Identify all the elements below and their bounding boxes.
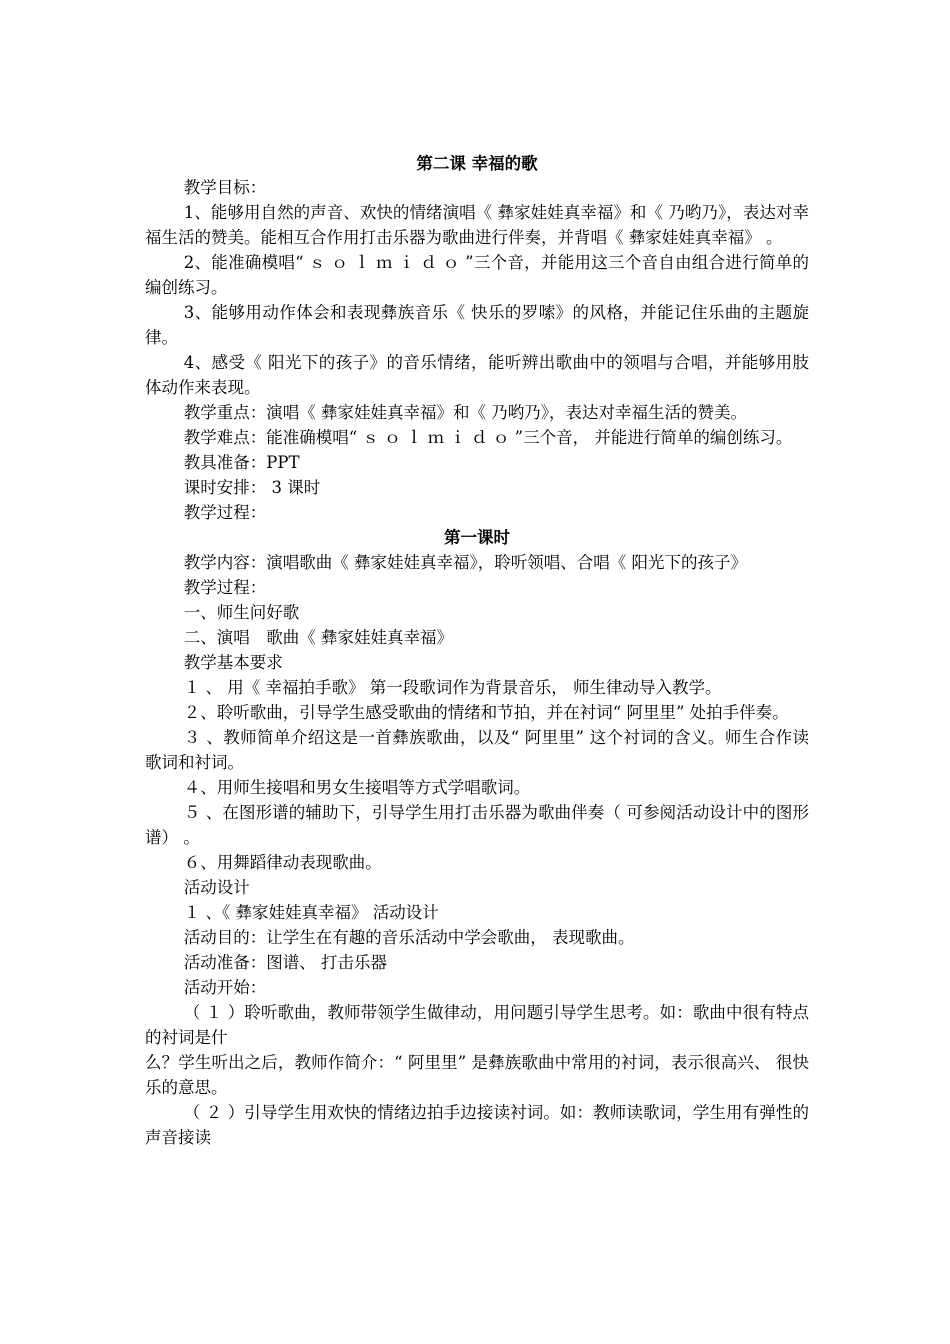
paragraph: 2、能准确模唱“ ｓ ｏ ｌ ｍ ｉ ｄ ｏ ”三个音，并能用这三个音自由组合进行简单的编创练习。 xyxy=(145,253,809,297)
paragraph: 活动设计 xyxy=(183,878,250,897)
paragraph: ３ 、教师简单介绍这是一首彝族歌曲，以及“ 阿里里” 这个衬词的含义。师生合作读歌词和衬词。 xyxy=(145,728,809,772)
paragraph: 么？学生听出之后，教师作简介：“ 阿里里” 是彝族歌曲中常用的衬词，表示很高兴、 很快乐的意思。 xyxy=(145,1053,809,1097)
paragraph: 1、能够用自然的声音、欢快的情绪演唱《 彝家娃娃真幸福》和《 乃哟乃》，表达对幸福生活的赞美。能相互合作用打击乐器为歌曲进行伴奏，并背唱《 彝家娃娃真幸福》 。 xyxy=(145,203,809,247)
document-body xyxy=(145,148,809,1150)
paragraph: 教学目标： xyxy=(183,178,267,197)
paragraph: １ 、《 彝家娃娃真幸福》 活动设计 xyxy=(183,903,439,922)
paragraph: 活动准备：图谱、 打击乐器 xyxy=(183,953,388,972)
paragraph: 课时安排： 3 课时 xyxy=(183,478,321,497)
paragraph: 二、演唱 歌曲《 彝家娃娃真幸福》 xyxy=(183,628,454,647)
paragraph: ５ 、在图形谱的辅助下，引导学生用打击乐器为歌曲伴奏（ 可参阅活动设计中的图形谱） 。 xyxy=(145,803,809,847)
paragraph: ４、用师生接唱和男女生接唱等方式学唱歌词。 xyxy=(183,778,531,797)
paragraph: 教学难点：能准确模唱“ ｓ ｏ ｌ ｍ ｉ ｄ ｏ ”三个音， 并能进行简单的编创练习。 xyxy=(183,428,793,447)
paragraph: （ ２ ）引导学生用欢快的情绪边拍手边接读衬词。如：教师读歌词，学生用有弹性的声音接读 xyxy=(145,1103,809,1147)
paragraph: １ 、 用《 幸福拍手歌》 第一段歌词作为背景音乐， 师生律动导入教学。 xyxy=(183,678,722,697)
paragraph: 3、能够用动作体会和表现彝族音乐《 快乐的罗嗦》的风格，并能记住乐曲的主题旋律。 xyxy=(145,303,809,347)
paragraph: 教具准备：PPT xyxy=(183,453,300,472)
paragraph: 4、感受《 阳光下的孩子》的音乐情绪，能听辨出歌曲中的领唱与合唱，并能够用肢体动作来表现。 xyxy=(145,353,809,397)
paragraph: 活动目的：让学生在有趣的音乐活动中学会歌曲， 表现歌曲。 xyxy=(183,928,635,947)
paragraph: 活动开始： xyxy=(183,978,267,997)
paragraph: 教学过程： xyxy=(183,578,267,597)
paragraph: ６、用舞蹈律动表现歌曲。 xyxy=(183,853,382,872)
paragraph: 教学基本要求 xyxy=(183,653,283,672)
paragraph: 教学内容：演唱歌曲《 彝家娃娃真幸福》，聆听领唱、合唱《 阳光下的孩子》 xyxy=(183,553,748,572)
section-subtitle: 第一课时 xyxy=(444,528,510,547)
paragraph: （ １ ）聆听歌曲，教师带领学生做律动，用问题引导学生思考。如：歌曲中很有特点的衬词是什 xyxy=(145,1003,809,1047)
paragraph: 教学重点：演唱《 彝家娃娃真幸福》和《 乃哟乃》，表达对幸福生活的赞美。 xyxy=(183,403,748,422)
paragraph: 一、师生问好歌 xyxy=(183,603,300,622)
paragraph: ２、聆听歌曲，引导学生感受歌曲的情绪和节拍，并在衬词“ 阿里里” 处拍手伴奏。 xyxy=(183,703,789,722)
lesson-title: 第二课 幸福的歌 xyxy=(416,154,538,173)
paragraph: 教学过程： xyxy=(183,503,267,522)
